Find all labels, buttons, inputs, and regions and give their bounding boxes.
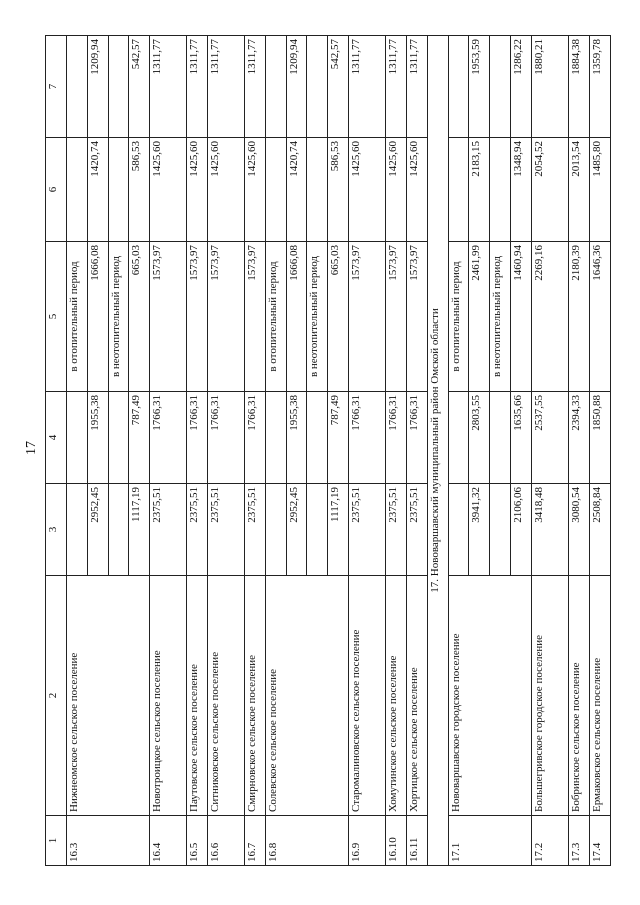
rotated-table-wrapper (45, 36, 611, 866)
row-number: 16.5 (187, 816, 208, 866)
value-cell: 787,49 (129, 392, 150, 484)
value-cell: 1766,31 (207, 392, 244, 484)
value-cell: 1420,74 (286, 138, 307, 242)
table-row (531, 36, 568, 866)
value-cell: 787,49 (328, 392, 349, 484)
header-cell: 3 (46, 484, 67, 576)
row-number: 16.10 (385, 816, 406, 866)
value-cell: 1573,97 (187, 242, 208, 392)
value-cell: 3418,48 (531, 484, 568, 576)
settlement-name: Новотроицкое сельское поселение (150, 576, 187, 816)
header-row (46, 36, 67, 866)
value-cell: 2375,51 (207, 484, 244, 576)
value-cell: 1955,38 (87, 392, 108, 484)
tariff-table (45, 35, 611, 866)
table-row (589, 36, 610, 866)
value-cell: 1766,31 (385, 392, 406, 484)
value-cell: 1884,38 (568, 36, 589, 138)
value-cell: 1425,60 (187, 138, 208, 242)
settlement-name: Ситниковское сельское поселение (207, 576, 244, 816)
table-row (349, 36, 386, 866)
value-cell: 2106,06 (511, 484, 532, 576)
value-cell: 1209,94 (286, 36, 307, 138)
row-number: 17.4 (589, 816, 610, 866)
period-label: в неотопительный период (108, 242, 129, 392)
period-label: в отопительный период (448, 242, 469, 392)
settlement-name: Нововаршавское городское поселение (448, 576, 531, 816)
value-cell: 2180,39 (568, 242, 589, 392)
value-cell: 586,53 (328, 138, 349, 242)
section-title: 17. Нововаршавский муниципальный район Омской области (427, 36, 448, 866)
value-cell: 542,57 (129, 36, 150, 138)
value-cell: 1646,36 (589, 242, 610, 392)
value-cell: 2054,52 (531, 138, 568, 242)
value-cell: 1311,77 (150, 36, 187, 138)
value-cell: 2375,51 (406, 484, 427, 576)
value-cell: 2375,51 (150, 484, 187, 576)
value-cell: 2269,16 (531, 242, 568, 392)
row-number: 16.7 (244, 816, 265, 866)
row-number: 16.8 (265, 816, 348, 866)
settlement-name: Старомалиновское сельское поселение (349, 576, 386, 816)
value-cell: 2013,54 (568, 138, 589, 242)
value-cell: 1955,38 (286, 392, 307, 484)
value-cell: 1311,77 (406, 36, 427, 138)
table-row (448, 36, 469, 866)
settlement-name: Ермаковское сельское поселение (589, 576, 610, 816)
value-cell: 2508,84 (589, 484, 610, 576)
settlement-name: Большегривское городское поселение (531, 576, 568, 816)
value-cell: 1311,77 (187, 36, 208, 138)
header-cell: 2 (46, 576, 67, 816)
table-row (385, 36, 406, 866)
settlement-name: Смирновское сельское поселение (244, 576, 265, 816)
period-label: в отопительный период (66, 242, 87, 392)
settlement-name: Нижнеомское сельское поселение (66, 576, 149, 816)
value-cell: 2375,51 (244, 484, 265, 576)
value-cell: 665,03 (328, 242, 349, 392)
value-cell: 2375,51 (349, 484, 386, 576)
value-cell: 1425,60 (207, 138, 244, 242)
settlement-name: Бобринское сельское поселение (568, 576, 589, 816)
table-row (568, 36, 589, 866)
value-cell: 1666,08 (87, 242, 108, 392)
header-cell: 7 (46, 36, 67, 138)
row-number: 16.3 (66, 816, 149, 866)
value-cell: 1485,80 (589, 138, 610, 242)
value-cell: 1117,19 (129, 484, 150, 576)
value-cell: 665,03 (129, 242, 150, 392)
value-cell: 1635,66 (511, 392, 532, 484)
row-number: 16.11 (406, 816, 427, 866)
value-cell: 1117,19 (328, 484, 349, 576)
value-cell: 2537,55 (531, 392, 568, 484)
value-cell: 1359,78 (589, 36, 610, 138)
value-cell: 1425,60 (406, 138, 427, 242)
value-cell: 1348,94 (511, 138, 532, 242)
value-cell: 1460,94 (511, 242, 532, 392)
value-cell: 1573,97 (406, 242, 427, 392)
row-number: 17.1 (448, 816, 531, 866)
value-cell: 1766,31 (187, 392, 208, 484)
value-cell: 2394,33 (568, 392, 589, 484)
value-cell: 1311,77 (349, 36, 386, 138)
value-cell: 1666,08 (286, 242, 307, 392)
value-cell: 2952,45 (286, 484, 307, 576)
table-row (150, 36, 187, 866)
value-cell: 1420,74 (87, 138, 108, 242)
value-cell: 1573,97 (244, 242, 265, 392)
period-label: в неотопительный период (307, 242, 328, 392)
value-cell: 2375,51 (385, 484, 406, 576)
value-cell: 2803,55 (469, 392, 490, 484)
value-cell: 1766,31 (406, 392, 427, 484)
value-cell: 1311,77 (244, 36, 265, 138)
value-cell: 1311,77 (385, 36, 406, 138)
table-row (265, 36, 286, 866)
row-number: 16.6 (207, 816, 244, 866)
value-cell: 1573,97 (150, 242, 187, 392)
value-cell: 3941,32 (469, 484, 490, 576)
value-cell: 1766,31 (150, 392, 187, 484)
value-cell: 1573,97 (349, 242, 386, 392)
header-cell: 5 (46, 242, 67, 392)
value-cell: 542,57 (328, 36, 349, 138)
header-cell: 4 (46, 392, 67, 484)
value-cell: 1766,31 (244, 392, 265, 484)
row-number: 17.2 (531, 816, 568, 866)
table-row (187, 36, 208, 866)
value-cell: 1425,60 (349, 138, 386, 242)
row-number: 16.9 (349, 816, 386, 866)
value-cell: 586,53 (129, 138, 150, 242)
value-cell: 2461,99 (469, 242, 490, 392)
value-cell: 1880,21 (531, 36, 568, 138)
section-row (427, 36, 448, 866)
value-cell: 1425,60 (150, 138, 187, 242)
row-number: 16.4 (150, 816, 187, 866)
value-cell: 1425,60 (244, 138, 265, 242)
value-cell: 1286,22 (511, 36, 532, 138)
page-number: 17 (24, 441, 39, 455)
value-cell: 2375,51 (187, 484, 208, 576)
header-cell: 6 (46, 138, 67, 242)
value-cell: 1953,59 (469, 36, 490, 138)
value-cell: 1573,97 (207, 242, 244, 392)
value-cell: 1209,94 (87, 36, 108, 138)
header-cell: 1 (46, 816, 67, 866)
value-cell: 1425,60 (385, 138, 406, 242)
settlement-name: Хортицкое сельское поселение (406, 576, 427, 816)
value-cell: 1766,31 (349, 392, 386, 484)
settlement-name: Хомутинское сельское поселение (385, 576, 406, 816)
value-cell: 1573,97 (385, 242, 406, 392)
row-number: 17.3 (568, 816, 589, 866)
value-cell: 2183,15 (469, 138, 490, 242)
value-cell: 1311,77 (207, 36, 244, 138)
value-cell: 2952,45 (87, 484, 108, 576)
table-row (66, 36, 87, 866)
period-label: в неотопительный период (490, 242, 511, 392)
settlement-name: Солевское сельское поселение (265, 576, 348, 816)
value-cell: 3080,54 (568, 484, 589, 576)
value-cell: 1850,88 (589, 392, 610, 484)
period-label: в отопительный период (265, 242, 286, 392)
table-row (207, 36, 244, 866)
settlement-name: Паутовское сельское поселение (187, 576, 208, 816)
table-row (406, 36, 427, 866)
table-row (244, 36, 265, 866)
